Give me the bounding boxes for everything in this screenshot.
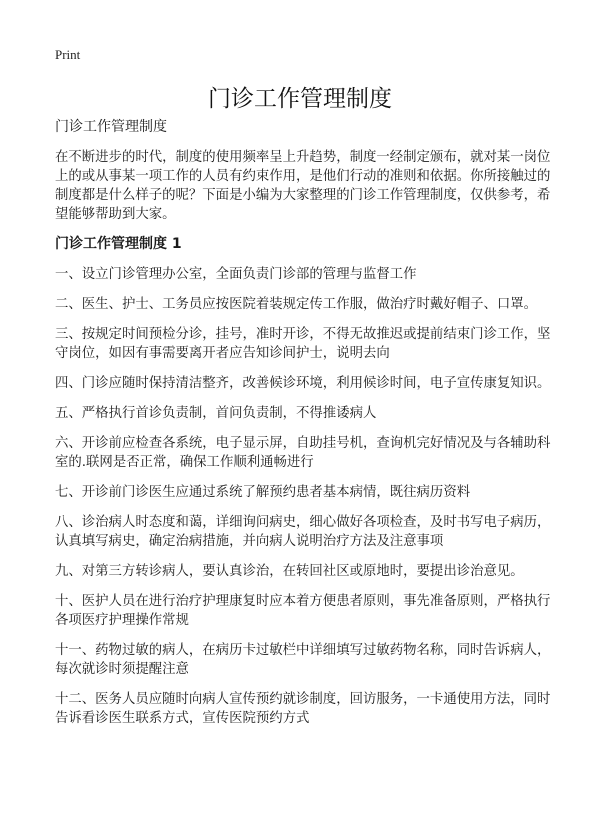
rule-item-9: 九、对第三方转诊病人，要认真诊治，在转回社区或原地时，要提出诊治意见。 [55, 564, 524, 579]
rule-item-12: 十二、医务人员应随时向病人宣传预约就诊制度，回访服务，一卡通使用方法，同时告诉看诊医生联系方式，宣传医院预约方式 [55, 692, 551, 726]
rule-item-11: 十一、药物过敏的病人，在病历卡过敏栏中详细填写过敏药物名称，同时告诉病人，每次就诊时须提醒注意 [55, 643, 551, 677]
rule-item-10: 十、医护人员在进行治疗护理康复时应本着方便患者原则，事先准备原则，严格执行各项医疗护理操作常规 [55, 594, 551, 628]
print-link[interactable]: Print [55, 47, 81, 62]
rule-item-4: 四、门诊应随时保持清洁整齐，改善候诊环境，利用候诊时间，电子宣传康复知识。 [55, 376, 551, 391]
rule-item-3: 三、按规定时间预检分诊，挂号，准时开诊，不得无故推迟或提前结束门诊工作，坚守岗位，如因有事需要离开者应告知诊间护士，说明去向 [55, 327, 551, 361]
document-subtitle: 门诊工作管理制度 [55, 119, 167, 135]
rule-item-5: 五、严格执行首诊负责制，首问负责制，不得推诿病人 [55, 406, 377, 421]
rule-item-8: 八、诊治病人时态度和蔼，详细询问病史，细心做好各项检查，及时书写电子病历，认真填写病史，确定治病措施，并向病人说明治疗方法及注意事项 [55, 515, 551, 549]
intro-paragraph: 在不断进步的时代，制度的使用频率呈上升趋势，制度一经制定颁布，就对某一岗位上的或从事某一项工作的人员有约束作用，是他们行动的准则和依据。你所接触过的制度都是什么样子的呢？下面是小编为大家整理的门诊工作管理制度，仅供参考，希望能够帮助到大家。 [55, 150, 551, 222]
rule-item-7: 七、开诊前门诊医生应通过系统了解预约患者基本病情，既往病历资料 [55, 485, 471, 500]
rule-item-6: 六、开诊前应检查各系统，电子显示屏，自助挂号机，查询机完好情况及与各辅助科室的.联网是否正常，确保工作顺利通畅进行 [55, 436, 551, 470]
rule-item-2: 二、医生、护士、工务员应按医院着装规定传工作服，做治疗时戴好帽子、口罩。 [55, 297, 538, 312]
page-title: 门诊工作管理制度 [208, 86, 392, 112]
section-heading: 门诊工作管理制度 1 [55, 236, 182, 252]
document-body [55, 118, 555, 739]
rule-item-1: 一、设立门诊管理办公室，全面负责门诊部的管理与监督工作 [55, 267, 417, 282]
